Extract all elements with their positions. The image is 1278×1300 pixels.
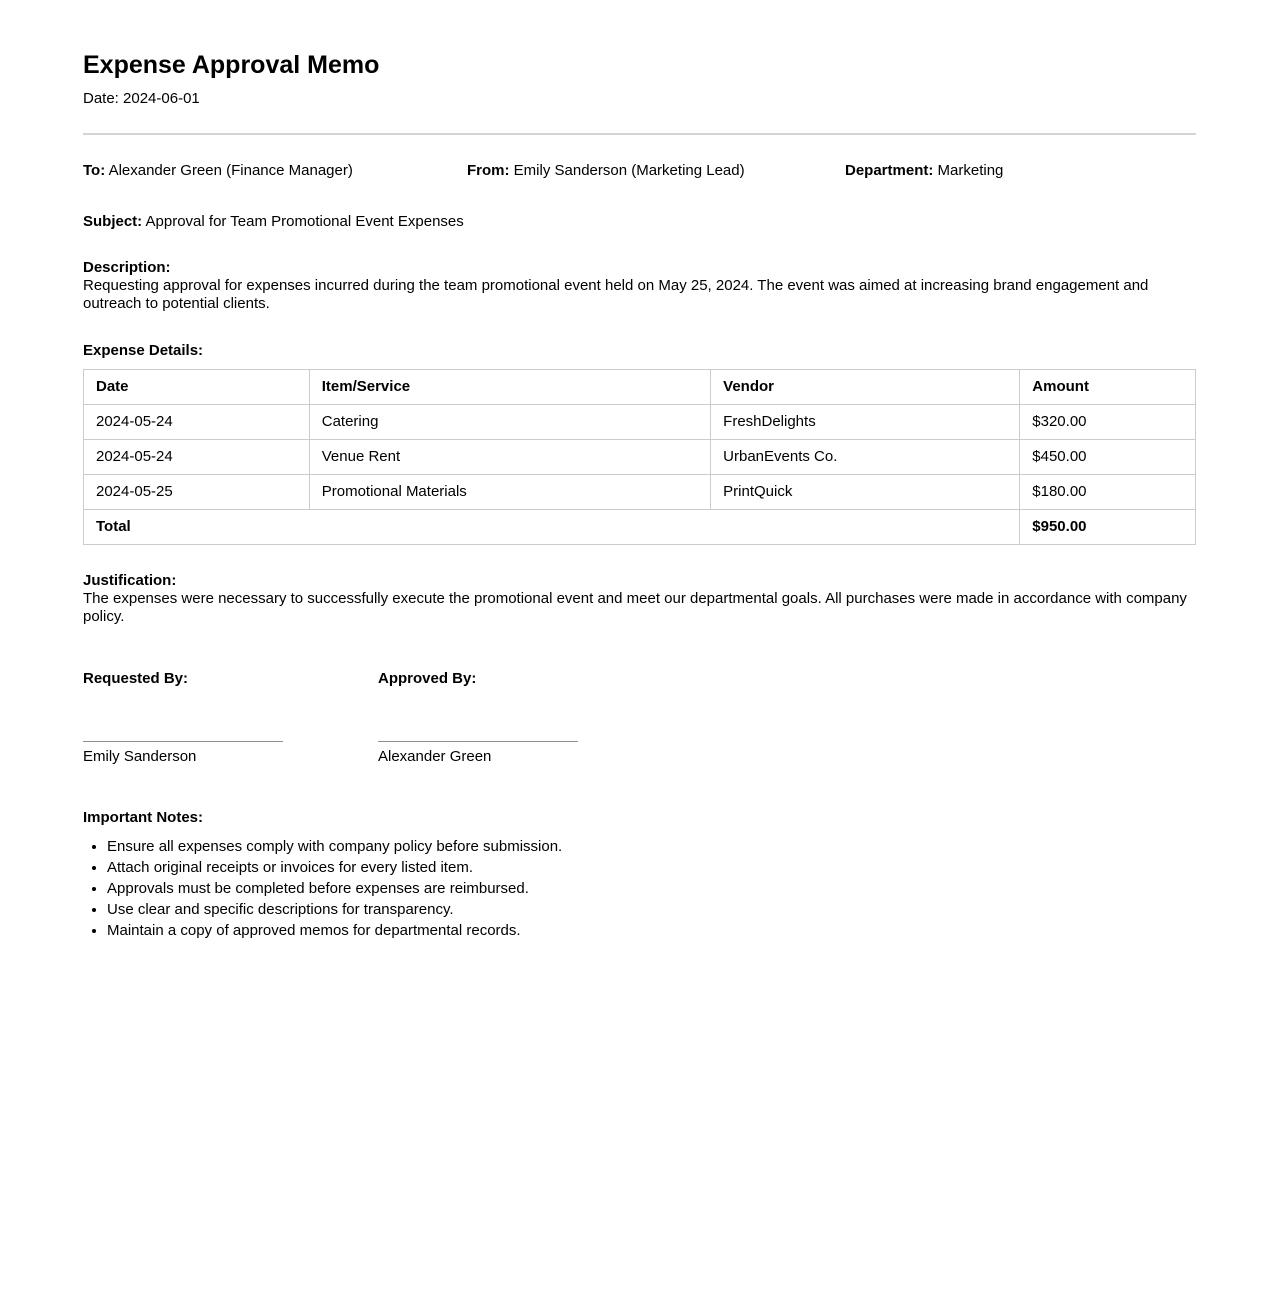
department-label: Department: xyxy=(845,161,934,179)
cell-amount: $450.00 xyxy=(1020,439,1196,474)
from-label: From: xyxy=(467,161,510,179)
cell-date: 2024-05-24 xyxy=(84,439,310,474)
cell-item: Venue Rent xyxy=(309,439,710,474)
department-value: Marketing xyxy=(937,161,1004,179)
column-header-item-service: Item/Service xyxy=(309,369,710,404)
cell-item: Promotional Materials xyxy=(309,474,710,509)
important-notes-section xyxy=(83,809,1196,940)
cell-amount: $320.00 xyxy=(1020,404,1196,439)
expense-table-header-row xyxy=(84,369,1196,404)
date-value: 2024-06-01 xyxy=(123,89,200,107)
memo-from xyxy=(467,162,845,180)
justification-section xyxy=(83,572,1196,626)
list-item: • Attach original receipts or invoices for every listed item. xyxy=(107,859,1196,877)
to-value: Alexander Green (Finance Manager) xyxy=(108,161,353,179)
expense-details-section xyxy=(83,342,1196,545)
cell-amount: $180.00 xyxy=(1020,474,1196,509)
table-row xyxy=(84,474,1196,509)
total-value: $950.00 xyxy=(1020,509,1196,544)
header-divider xyxy=(83,133,1196,135)
approved-by-heading: Approved By: xyxy=(378,669,477,687)
signatures-section xyxy=(83,670,1196,766)
approved-by-name: Alexander Green xyxy=(378,747,492,765)
cell-vendor: PrintQuick xyxy=(711,474,1020,509)
memo-meta-row xyxy=(83,162,1196,180)
memo-to xyxy=(83,162,467,180)
approved-by-block xyxy=(378,670,673,766)
important-notes-heading: Important Notes: xyxy=(83,808,203,826)
memo-date xyxy=(83,90,1196,108)
description-text: Requesting approval for expenses incurred during the team promotional event held on May 25, 2024. The event was aimed at increasing brand engagement and outreach to potential clients. xyxy=(83,276,1149,312)
column-header-amount: Amount xyxy=(1020,369,1196,404)
description-heading: Description: xyxy=(83,258,171,276)
important-notes-list xyxy=(83,838,1196,940)
date-label: Date: xyxy=(83,89,119,107)
subject-value: Approval for Team Promotional Event Expenses xyxy=(145,212,464,230)
justification-heading: Justification: xyxy=(83,571,177,589)
signature-line xyxy=(378,741,578,742)
cell-date: 2024-05-25 xyxy=(84,474,310,509)
requested-by-name: Emily Sanderson xyxy=(83,747,197,765)
list-item: • Maintain a copy of approved memos for departmental records. xyxy=(107,922,1196,940)
requested-by-block xyxy=(83,670,378,766)
total-label: Total xyxy=(84,509,1020,544)
from-value: Emily Sanderson (Marketing Lead) xyxy=(513,161,745,179)
cell-vendor: FreshDelights xyxy=(711,404,1020,439)
cell-date: 2024-05-24 xyxy=(84,404,310,439)
expense-table xyxy=(83,369,1196,545)
page-title: Expense Approval Memo xyxy=(83,51,380,79)
table-total-row xyxy=(84,509,1196,544)
memo-department xyxy=(845,162,1196,180)
to-label: To: xyxy=(83,161,106,179)
requested-by-heading: Requested By: xyxy=(83,669,189,687)
column-header-date: Date xyxy=(84,369,310,404)
signature-line xyxy=(83,741,283,742)
table-row xyxy=(84,439,1196,474)
justification-text: The expenses were necessary to successfully execute the promotional event and meet our departmental goals. All purchases were made in accordance with company policy. xyxy=(83,589,1187,625)
memo-subject xyxy=(83,213,1196,231)
expense-details-heading: Expense Details: xyxy=(83,341,204,359)
list-item: • Ensure all expenses comply with company policy before submission. xyxy=(107,838,1196,856)
table-row xyxy=(84,404,1196,439)
list-item: • Use clear and specific descriptions for transparency. xyxy=(107,901,1196,919)
subject-label: Subject: xyxy=(83,212,143,230)
description-section xyxy=(83,259,1196,313)
cell-item: Catering xyxy=(309,404,710,439)
cell-vendor: UrbanEvents Co. xyxy=(711,439,1020,474)
column-header-vendor: Vendor xyxy=(711,369,1020,404)
list-item: • Approvals must be completed before expenses are reimbursed. xyxy=(107,880,1196,898)
